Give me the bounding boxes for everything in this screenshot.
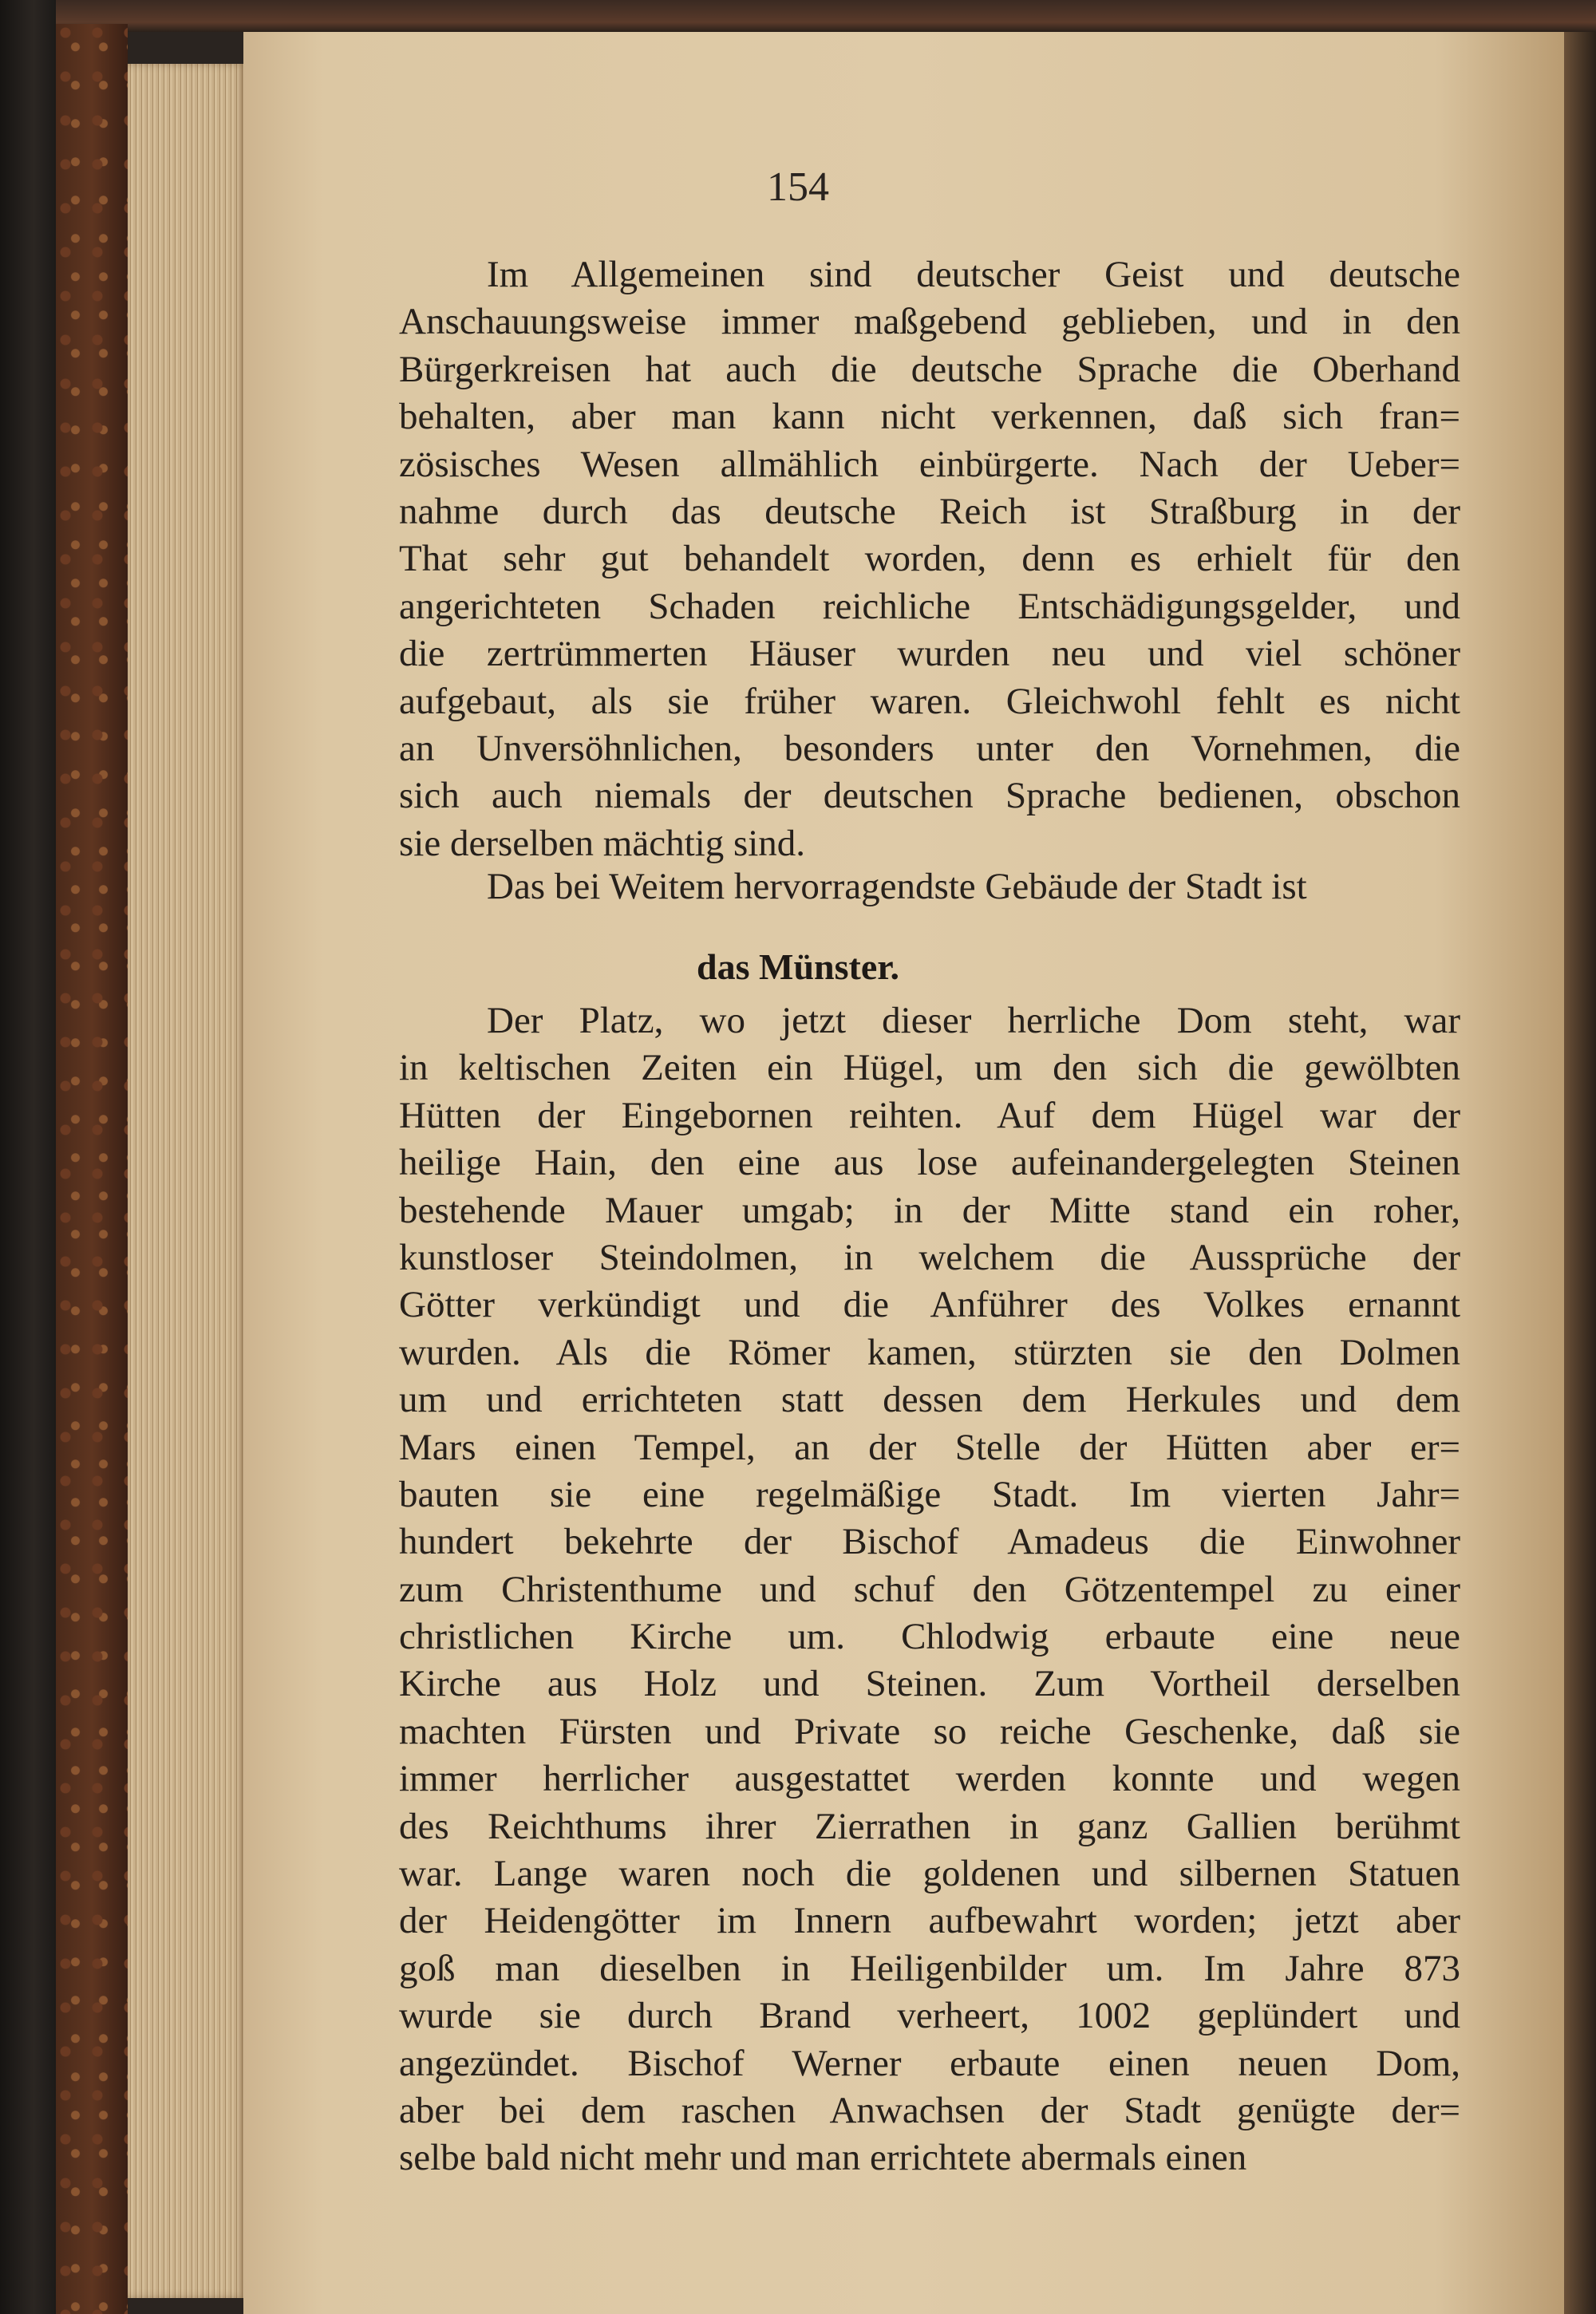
text-line: zösisches Wesen allmählich einbürgerte. Nach der Ueber= xyxy=(399,443,1460,485)
text-line: goß man dieselben in Heiligenbilder um. Im Jahre 873 xyxy=(399,1947,1460,1989)
text-line: die zertrümmerten Häuser wurden neu und viel schöner xyxy=(399,633,1460,675)
text-line: Hütten der Eingebornen reihten. Auf dem Hügel war der xyxy=(399,1094,1460,1136)
text-line: bestehende Mauer umgab; in der Mitte stand ein roher, xyxy=(399,1189,1460,1231)
text-line: heilige Hain, den eine aus lose aufeinandergelegten Steinen xyxy=(399,1142,1460,1184)
text-line: behalten, aber man kann nicht verkennen, daß sich fran= xyxy=(399,396,1460,438)
book-cover-top-edge xyxy=(0,0,1596,32)
page-stack-edge xyxy=(128,64,247,2298)
text-line: christlichen Kirche um. Chlodwig erbaute eine neue xyxy=(399,1616,1460,1658)
text-line: wurde sie durch Brand verheert, 1002 geplündert und xyxy=(399,1995,1460,2037)
text-line: aufgebaut, als sie früher waren. Gleichwohl fehlt es nicht xyxy=(399,680,1460,722)
text-line: Im Allgemeinen sind deutscher Geist und deutsche xyxy=(487,254,1460,295)
text-line: sich auch niemals der deutschen Sprache bedienen, obschon xyxy=(399,775,1460,817)
paragraph-3 xyxy=(399,997,1460,2182)
text-line: der Heidengötter im Innern aufbewahrt worden; jetzt aber xyxy=(399,1900,1460,1942)
text-line: Kirche aus Holz und Steinen. Zum Vortheil derselben xyxy=(399,1663,1460,1705)
text-line: hundert bekehrte der Bischof Amadeus die Einwohner xyxy=(399,1521,1460,1563)
text-line: wurden. Als die Römer kamen, stürzten sie den Dolmen xyxy=(399,1331,1460,1373)
text-line: That sehr gut behandelt worden, denn es erhielt für den xyxy=(399,538,1460,580)
paragraph-1 xyxy=(399,251,1460,867)
text-line: selbe bald nicht mehr und man errichtete abermals einen xyxy=(399,2137,1247,2179)
text-line: Der Platz, wo jetzt dieser herrliche Dom steht, war xyxy=(487,1000,1460,1041)
text-line: zum Christenthume und schuf den Götzentempel zu einer xyxy=(399,1568,1460,1610)
text-line: Das bei Weitem hervorragendste Gebäude der Stadt ist xyxy=(487,866,1307,907)
text-line: Anschauungsweise immer maßgebend geblieben, und in den xyxy=(399,301,1460,343)
page-number: 154 xyxy=(767,164,829,210)
book-cover-right xyxy=(1564,32,1596,2314)
text-line: immer herrlicher ausgestattet werden konnte und wegen xyxy=(399,1758,1460,1800)
text-line: machten Fürsten und Private so reiche Geschenke, daß sie xyxy=(399,1710,1460,1752)
section-heading: das Münster. xyxy=(697,946,899,987)
text-line: war. Lange waren noch die goldenen und silbernen Statuen xyxy=(399,1853,1460,1895)
marbled-cover-edge xyxy=(56,24,128,2314)
text-line: nahme durch das deutsche Reich ist Straßburg in der xyxy=(399,490,1460,532)
text-line: kunstloser Steindolmen, in welchem die Aussprüche der xyxy=(399,1236,1460,1278)
book-cover-left xyxy=(0,0,56,2314)
text-line: sie derselben mächtig sind. xyxy=(399,822,806,864)
text-line: Götter verkündigt und die Anführer des Volkes ernannt xyxy=(399,1284,1460,1326)
text-line: angezündet. Bischof Werner erbaute einen neuen Dom, xyxy=(399,2042,1460,2084)
text-line: Mars einen Tempel, an der Stelle der Hütten aber er= xyxy=(399,1426,1460,1468)
text-line: bauten sie eine regelmäßige Stadt. Im vierten Jahr= xyxy=(399,1473,1460,1515)
text-line: an Unversöhnlichen, besonders unter den Vornehmen, die xyxy=(399,727,1460,769)
text-line: aber bei dem raschen Anwachsen der Stadt genügte der= xyxy=(399,2089,1460,2131)
text-line: angerichteten Schaden reichliche Entschädigungsgelder, und xyxy=(399,585,1460,627)
text-line: des Reichthums ihrer Zierrathen in ganz Gallien berühmt xyxy=(399,1805,1460,1847)
text-line: in keltischen Zeiten ein Hügel, um den sich die gewölbten xyxy=(399,1047,1460,1089)
text-line: Bürgerkreisen hat auch die deutsche Sprache die Oberhand xyxy=(399,348,1460,390)
paragraph-2 xyxy=(399,863,1460,910)
text-line: um und errichteten statt dessen dem Herkules und dem xyxy=(399,1379,1460,1421)
